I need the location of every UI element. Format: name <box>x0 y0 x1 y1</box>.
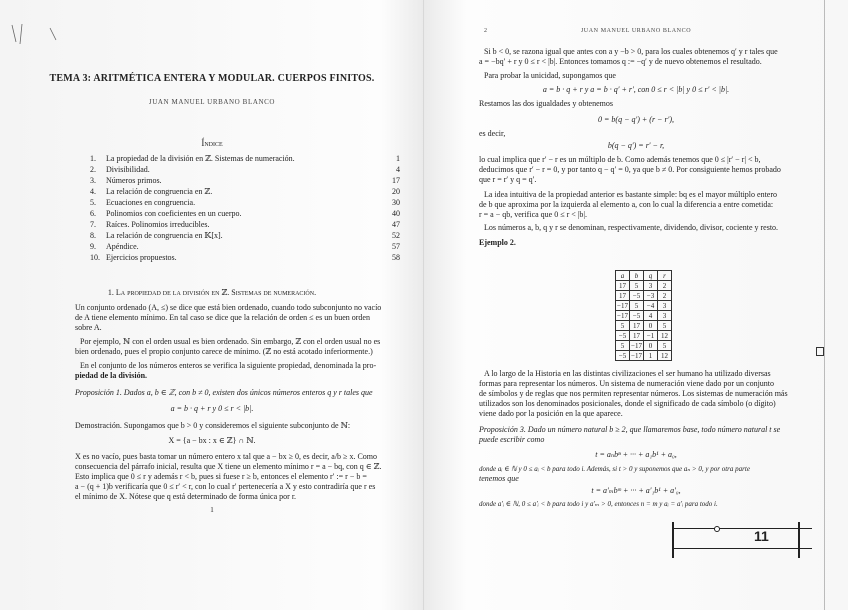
table-cell: 5 <box>658 321 672 331</box>
page-stamp <box>672 518 812 550</box>
paragraph-line: de b que aproxima por la izquierda al elemento a, con lo cual la diferencia a entre cometida: <box>479 200 774 209</box>
page-edge-line <box>824 0 825 610</box>
table-header-cell: r <box>658 271 672 281</box>
paragraph-line: viene dado por la posición en la que aparece. <box>479 409 623 418</box>
toc-entry[interactable] <box>90 165 400 175</box>
toc-title: La relación de congruencia en 𝕂[x]. <box>106 231 223 240</box>
toc-title: Ecuaciones en congruencia. <box>106 198 196 207</box>
table-row <box>616 331 672 341</box>
example-table <box>615 270 672 361</box>
table-cell: −1 <box>644 331 658 341</box>
table-row <box>616 301 672 311</box>
paragraph-line: En el conjunto de los números enteros se verifica la siguiente propiedad, denominada la pro- <box>80 361 377 370</box>
stamp-number: 11 <box>754 528 769 544</box>
table-cell: −17 <box>617 301 628 310</box>
toc-page: 4 <box>396 165 400 174</box>
table-cell: 1 <box>644 351 658 361</box>
table-cell: 3 <box>658 311 672 321</box>
author: JUAN MANUEL URBANO BLANCO <box>148 98 276 106</box>
table-cell: 17 <box>616 281 630 291</box>
paragraph-line: el mínimo de X. Nótese que q está determinado de forma única por r. <box>75 492 297 501</box>
table-cell: 5 <box>630 301 644 311</box>
toc-entry[interactable] <box>90 209 400 219</box>
toc-num: 2. <box>90 165 96 174</box>
paragraph-line: deducimos que r′ − r = 0, y por tanto q − q′ = 0, ya que b ≠ 0. Por consiguiente hemos probado <box>479 165 781 174</box>
paragraph-line: lo cual implica que r′ − r es un múltiplo de b. Como además tenemos que 0 ≤ |r′ − r| < b, <box>479 155 761 164</box>
paragraph-line: piedad de la división. <box>75 371 148 380</box>
toc-num: 6. <box>90 209 96 218</box>
table-row <box>616 311 672 321</box>
table-cell: 17 <box>616 291 630 301</box>
table-row <box>616 321 672 331</box>
table-header-cell: a <box>616 271 630 281</box>
toc-heading: Índice <box>201 138 223 148</box>
paragraph-line: Por ejemplo, ℕ con el orden usual es bien ordenado. Sin embargo, ℤ con el orden usual no es <box>80 337 381 346</box>
toc-title: Ejercicios propuestos. <box>106 253 177 262</box>
table-header-cell: q <box>644 271 658 281</box>
toc-page: 47 <box>392 220 400 229</box>
paragraph-line: Si b < 0, se razona igual que antes con a y −b > 0, para los cuales obtenemos q′ y r tales que <box>484 47 778 56</box>
table-cell: −17 <box>617 311 628 320</box>
table-cell: 17 <box>630 331 644 341</box>
paragraph-line: a = −bq′ + r y 0 ≤ r < |b|. Entonces tomamos q := −q′ y de nuevo obtenemos el resultado. <box>479 57 762 66</box>
table-row <box>616 281 672 291</box>
page-number: 2 <box>484 28 488 34</box>
paragraph-line: que r = r′ y q = q′. <box>479 175 537 184</box>
paragraph-line: donde aᵢ ∈ ℕ y 0 ≤ aᵢ < b para todo i. Además, si t > 0 y suponemos que aₙ > 0, y por otra parte <box>479 465 750 473</box>
table-cell: 12 <box>658 331 672 341</box>
formula: a = b · q + r y 0 ≤ r < |b|. <box>170 404 254 413</box>
table-cell: −5 <box>616 351 630 361</box>
table-header-cell: b <box>630 271 644 281</box>
formula: 0 = b(q − q′) + (r − r′), <box>598 115 674 124</box>
formula: X = {a − bx : x ∈ ℤ} ∩ ℕ. <box>168 436 256 445</box>
edge-scratch-mark <box>10 20 70 50</box>
toc-num: 1. <box>90 154 96 163</box>
table-cell: 0 <box>644 321 658 331</box>
table-cell: 2 <box>658 291 672 301</box>
table-cell: −17 <box>631 341 642 350</box>
toc-num: 7. <box>90 220 96 229</box>
table-cell: −4 <box>644 301 658 311</box>
toc-page: 40 <box>392 209 400 218</box>
table-header-row <box>616 271 672 281</box>
toc-title: Divisibilidad. <box>106 165 150 174</box>
toc-title: La relación de congruencia en ℤ. <box>106 187 213 196</box>
paragraph-line: formas para representar los números. Un sistema de numeración viene dado por un conjunto <box>479 379 775 388</box>
table-cell: 17 <box>630 321 644 331</box>
paragraph-line: A lo largo de la Historia en las distintas civilizaciones el ser humano ha utilizado diversas <box>484 369 771 378</box>
toc-page: 58 <box>392 253 400 262</box>
table-row <box>616 341 672 351</box>
table-cell: −5 <box>630 291 644 301</box>
table-cell: 5 <box>658 341 672 351</box>
proposition-3-cont: puede escribir como <box>479 435 545 444</box>
table-cell: 3 <box>644 281 658 291</box>
paragraph-line: es decir, <box>479 129 506 138</box>
example-heading: Ejemplo 2. <box>479 238 516 247</box>
running-header: JUAN MANUEL URBANO BLANCO <box>580 28 692 34</box>
paragraph-line: de símbolos y de reglas que nos permiten representar números. Los sistemas de numeración más <box>479 389 788 398</box>
toc-num: 4. <box>90 187 96 196</box>
toc-entry[interactable] <box>90 253 400 263</box>
toc-entry[interactable] <box>90 231 400 241</box>
toc-entry[interactable] <box>90 187 400 197</box>
paragraph-line: de A tiene elemento mínimo. En tal caso se dice que la relación de orden ≤ es un buen orden <box>75 313 370 322</box>
table-cell: −5 <box>616 331 630 341</box>
table-cell: 3 <box>658 301 672 311</box>
toc-page: 52 <box>392 231 400 240</box>
table-cell: 12 <box>658 351 672 361</box>
toc-page: 20 <box>392 187 400 196</box>
table-row <box>616 291 672 301</box>
toc-num: 3. <box>90 176 96 185</box>
formula: t = aₙbⁿ + ··· + a₁b¹ + a₀, <box>595 450 677 459</box>
proposition-3: Proposición 3. Dado un número natural b ≥ 2, que llamaremos base, todo número natural t se <box>479 425 781 434</box>
paragraph-line: Los números a, b, q y r se denominan, respectivamente, dividendo, divisor, cociente y resto. <box>484 223 779 232</box>
paragraph-line: Restamos las dos igualdades y obtenemos <box>479 99 613 108</box>
toc-page: 30 <box>392 198 400 207</box>
toc-num: 5. <box>90 198 96 207</box>
toc-page: 1 <box>396 154 400 163</box>
document-title: TEMA 3: ARITMÉTICA ENTERA Y MODULAR. CUERPOS FINITOS. <box>49 73 375 84</box>
toc-num: 10. <box>90 253 100 262</box>
paragraph-line: tenemos que <box>479 474 519 483</box>
paragraph-line: utilizados son los denominados posicionales, donde el significado de cada símbolo (o dígito) <box>479 399 776 408</box>
paragraph-line: sobre A. <box>75 323 102 332</box>
table-cell: 4 <box>644 311 658 321</box>
toc-page: 17 <box>392 176 400 185</box>
paragraph-line: X es no vacío, pues basta tomar un número entero x tal que a − bx ≥ 0, es decir, a/b ≥ x. Como <box>75 452 378 461</box>
table-cell: 5 <box>616 321 630 331</box>
table-cell: −5 <box>630 311 644 321</box>
formula: t = a′ₘbᵐ + ··· + a′₁b¹ + a′₀, <box>591 486 681 495</box>
section-heading: 1. La propiedad de la división en ℤ. Sistemas de numeración. <box>107 288 317 297</box>
toc-title: Polinomios con coeficientes en un cuerpo. <box>106 209 242 218</box>
book-spine-shadow <box>423 0 424 610</box>
paragraph-line: Un conjunto ordenado (A, ≤) se dice que está bien ordenado, cuando todo subconjunto no vacío <box>75 303 382 312</box>
formula: a = b · q + r y a = b · q′ + r′, con 0 ≤ r < |b| y 0 ≤ r′ < |b|. <box>542 85 730 94</box>
paragraph-line: La idea intuitiva de la propiedad anterior es bastante simple: bq es el mayor múltiplo entero <box>484 190 778 199</box>
toc-page: 57 <box>392 242 400 251</box>
toc-title: Números primos. <box>106 176 162 185</box>
toc-title: Apéndice. <box>106 242 139 251</box>
toc-title: La propiedad de la división en ℤ. Sistemas de numeración. <box>106 154 295 163</box>
toc-entry[interactable] <box>90 154 400 164</box>
toc-entry[interactable] <box>90 242 400 252</box>
formula: b(q − q′) = r′ − r, <box>607 141 665 150</box>
qed-square-icon <box>816 347 824 356</box>
paragraph-line: Esto implica que 0 ≤ r y además r < b, pues si fuese r ≥ b, entonces el elemento r′ := r − b = <box>75 472 367 481</box>
paragraph-line: r = a − qb, verifica que 0 ≤ r < |b|. <box>479 210 587 219</box>
paragraph-line: consecuencia del párrafo inicial, resulta que X tiene un elemento mínimo r = a − bq, con q ∈ ℤ. <box>75 462 382 471</box>
toc-entry[interactable] <box>90 220 400 230</box>
toc-title: Raíces. Polinomios irreducibles. <box>106 220 210 229</box>
paragraph-line: a − (q + 1)b verificaría que 0 ≤ r′ < r, con lo cual r′ pertenecería a X y esto contradiría que r es <box>75 482 376 491</box>
toc-entry[interactable] <box>90 198 400 208</box>
table-cell: 5 <box>630 281 644 291</box>
paragraph-line: donde a′ᵢ ∈ ℕ, 0 ≤ a′ᵢ < b para todo i y a′ₘ > 0, entonces n = m y aᵢ = a′ᵢ para todo i. <box>479 500 718 508</box>
table-cell: 0 <box>644 341 658 351</box>
demonstration: Demostración. Supongamos que b > 0 y consideremos el siguiente subconjunto de ℕ: <box>75 421 351 430</box>
paragraph-line: bien ordenado, pues el propio conjunto carece de mínimo. (ℤ no está acotado inferiormente.) <box>75 347 373 356</box>
paragraph-line: Para probar la unicidad, supongamos que <box>484 71 616 80</box>
table-row <box>616 351 672 361</box>
toc-num: 8. <box>90 231 96 240</box>
table-cell: −17 <box>631 351 642 360</box>
table-cell: 5 <box>616 341 630 351</box>
table-cell: −3 <box>644 291 658 301</box>
page-number: 1 <box>210 506 214 514</box>
toc-entry[interactable] <box>90 176 400 186</box>
proposition-1: Proposición 1. Dados a, b ∈ ℤ, con b ≠ 0, existen dos únicos números enteros q y r tales que <box>75 388 373 397</box>
table-cell: 2 <box>658 281 672 291</box>
toc-num: 9. <box>90 242 96 251</box>
